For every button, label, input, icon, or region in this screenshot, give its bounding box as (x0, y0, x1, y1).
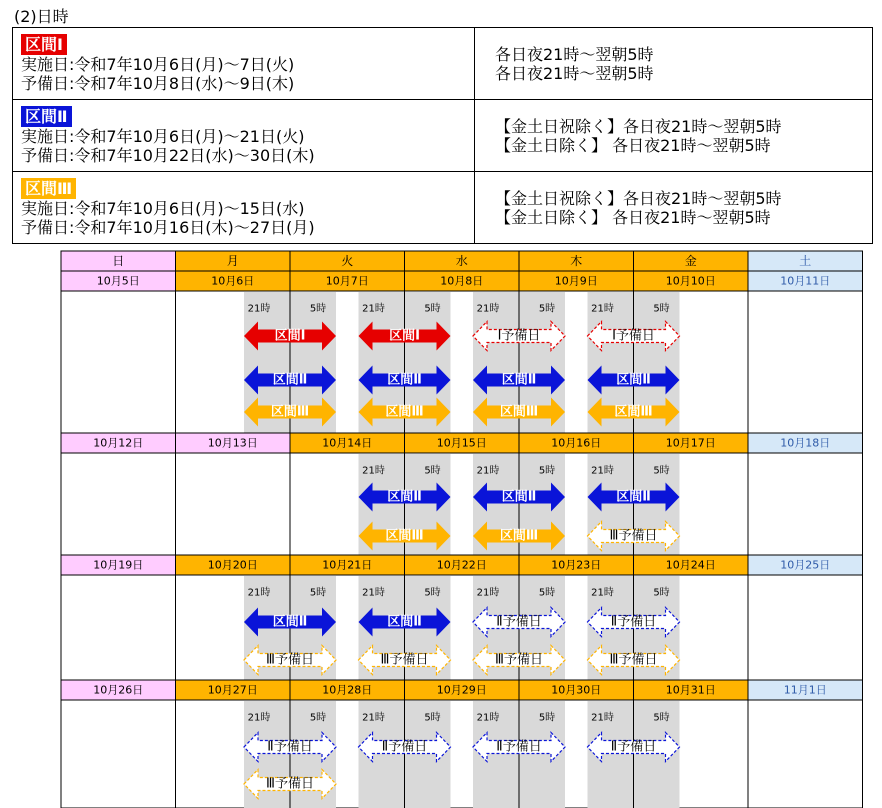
time-end-label: 5時 (538, 465, 556, 477)
calendar-day-cell (176, 453, 291, 555)
date-label: 10月8日 (440, 274, 484, 288)
section-arrow-label: Ⅲ予備日 (380, 652, 429, 668)
time-end-label: 5時 (653, 712, 670, 724)
time-start-label: 21時 (476, 303, 500, 315)
date-label: 10月5日 (96, 274, 140, 288)
time-start-label: 21時 (362, 712, 385, 724)
date-label: 10月31日 (665, 683, 716, 697)
day-header-label: 水 (455, 254, 468, 268)
section-3-reserve: 予備日:令和7年10月16日(木)〜27日(月) (21, 218, 315, 237)
section-1-time-1: 各日夜21時〜翌朝5時 (495, 44, 654, 64)
section-2-badge: 区間Ⅱ (21, 106, 72, 127)
time-end-label: 5時 (653, 587, 670, 599)
section-arrow-label: 区間Ⅱ (616, 489, 651, 505)
time-start-label: 21時 (362, 303, 385, 315)
time-start-label: 21時 (362, 465, 385, 477)
date-label: 10月12日 (93, 436, 144, 450)
time-end-label: 5時 (424, 465, 441, 477)
section-arrow-label: Ⅱ予備日 (610, 739, 657, 755)
date-label: 10月26日 (93, 683, 144, 697)
date-label: 10月10日 (665, 274, 716, 288)
section-arrow-label: 区間Ⅲ (385, 528, 424, 544)
date-label: 10月23日 (551, 558, 602, 572)
section-arrow-label: Ⅲ予備日 (609, 652, 658, 668)
date-label: 10月9日 (554, 274, 598, 288)
time-start-label: 21時 (476, 465, 500, 477)
calendar-day-cell (748, 700, 863, 808)
day-header-label: 金 (684, 254, 697, 268)
date-label: 10月15日 (436, 436, 487, 450)
time-start-label: 21時 (476, 587, 500, 599)
date-label: 11月1日 (783, 683, 827, 697)
calendar-day-cell (61, 700, 176, 808)
section-3-time-1: 【金土日祝除く】各日夜21時〜翌朝5時 (495, 188, 782, 208)
time-end-label: 5時 (309, 303, 327, 315)
time-start-label: 21時 (362, 587, 385, 599)
section-heading: (2)日時 (14, 7, 69, 26)
date-label: 10月24日 (665, 558, 716, 572)
date-label: 10月20日 (207, 558, 258, 572)
section-1-reserve: 予備日:令和7年10月8日(水)〜9日(木) (21, 74, 295, 93)
date-label: 10月13日 (207, 436, 258, 450)
section-arrow-label: 区間Ⅲ (385, 404, 424, 420)
date-label: 10月29日 (436, 683, 487, 697)
calendar-day-cell (748, 291, 863, 433)
section-arrow-label: 区間Ⅰ (274, 328, 306, 344)
date-label: 10月14日 (322, 436, 373, 450)
time-end-label: 5時 (653, 465, 670, 477)
date-label: 10月25日 (780, 558, 831, 572)
time-end-label: 5時 (538, 303, 556, 315)
calendar-day-cell (61, 453, 176, 555)
date-label: 10月17日 (665, 436, 716, 450)
section-1-badge: 区間Ⅰ (21, 34, 67, 55)
time-end-label: 5時 (538, 712, 556, 724)
section-arrow-label: 区間Ⅱ (387, 614, 422, 630)
section-arrow-label: 区間Ⅱ (387, 372, 422, 388)
time-start-label: 21時 (591, 303, 614, 315)
section-arrow-label: 区間Ⅲ (270, 404, 310, 420)
day-header-label: 木 (570, 254, 583, 268)
day-header-label: 月 (226, 254, 239, 268)
section-arrow-label: Ⅰ予備日 (612, 328, 655, 344)
section-arrow-label: 区間Ⅱ (501, 372, 537, 388)
section-arrow-label: 区間Ⅰ (389, 328, 420, 344)
date-label: 10月22日 (436, 558, 487, 572)
section-arrow-label: Ⅱ予備日 (610, 614, 657, 630)
section-arrow-label: Ⅱ予備日 (381, 739, 428, 755)
day-header-label: 火 (341, 254, 354, 268)
section-arrow-label: 区間Ⅲ (614, 404, 653, 420)
calendar-day-cell (61, 291, 176, 433)
section-2-implementation: 実施日:令和7年10月6日(月)〜21日(火) (21, 127, 305, 146)
date-label: 10月16日 (551, 436, 602, 450)
section-2-time-1: 【金土日祝除く】各日夜21時〜翌朝5時 (495, 116, 782, 136)
time-end-label: 5時 (424, 712, 441, 724)
time-end-label: 5時 (424, 303, 441, 315)
section-arrow-label: Ⅰ予備日 (497, 328, 541, 344)
date-label: 10月18日 (780, 436, 831, 450)
section-arrow-label: Ⅲ予備日 (266, 652, 314, 668)
time-start-label: 21時 (247, 712, 271, 724)
section-arrow-label: 区間Ⅱ (616, 372, 651, 388)
section-arrow-label: Ⅱ予備日 (496, 614, 542, 630)
date-label: 10月28日 (322, 683, 373, 697)
date-label: 10月21日 (322, 558, 373, 572)
time-start-label: 21時 (591, 465, 614, 477)
day-header-label: 土 (799, 254, 812, 268)
time-end-label: 5時 (538, 587, 556, 599)
calendar-day-cell (748, 575, 863, 680)
section-arrow-label: Ⅲ予備日 (495, 652, 543, 668)
time-start-label: 21時 (476, 712, 500, 724)
time-start-label: 21時 (247, 303, 271, 315)
time-end-label: 5時 (309, 587, 327, 599)
section-arrow-label: Ⅲ予備日 (609, 528, 658, 544)
day-header-label: 日 (112, 254, 125, 268)
date-label: 10月7日 (325, 274, 369, 288)
section-arrow-label: 区間Ⅱ (501, 489, 537, 505)
section-3-implementation: 実施日:令和7年10月6日(月)〜15日(水) (21, 199, 305, 218)
section-arrow-label: 区間Ⅱ (272, 372, 308, 388)
time-end-label: 5時 (424, 587, 441, 599)
section-2-time-2: 【金土日除く】 各日夜21時〜翌朝5時 (495, 135, 771, 155)
calendar-day-cell (748, 453, 863, 555)
time-start-label: 21時 (591, 712, 614, 724)
date-label: 10月30日 (551, 683, 602, 697)
date-label: 10月11日 (780, 274, 831, 288)
time-start-label: 21時 (247, 587, 271, 599)
section-3-time-2: 【金土日除く】 各日夜21時〜翌朝5時 (495, 207, 771, 227)
section-arrow-label: Ⅱ予備日 (267, 739, 313, 755)
section-arrow-label: 区間Ⅱ (387, 489, 422, 505)
time-start-label: 21時 (591, 587, 614, 599)
section-1-time-2: 各日夜21時〜翌朝5時 (495, 63, 654, 83)
date-label: 10月19日 (93, 558, 144, 572)
section-1-implementation: 実施日:令和7年10月6日(月)〜7日(火) (21, 55, 295, 74)
section-3-badge: 区間Ⅲ (21, 178, 76, 199)
calendar-day-cell (61, 575, 176, 680)
section-arrow-label: 区間Ⅲ (499, 528, 539, 544)
date-label: 10月6日 (211, 274, 255, 288)
section-arrow-label: 区間Ⅲ (499, 404, 539, 420)
time-end-label: 5時 (309, 712, 327, 724)
section-2-reserve: 予備日:令和7年10月22日(水)〜30日(木) (21, 146, 315, 165)
time-end-label: 5時 (653, 303, 670, 315)
section-arrow-label: 区間Ⅱ (272, 614, 308, 630)
section-arrow-label: Ⅱ予備日 (496, 739, 542, 755)
section-arrow-label: Ⅲ予備日 (266, 776, 314, 792)
date-label: 10月27日 (207, 683, 258, 697)
